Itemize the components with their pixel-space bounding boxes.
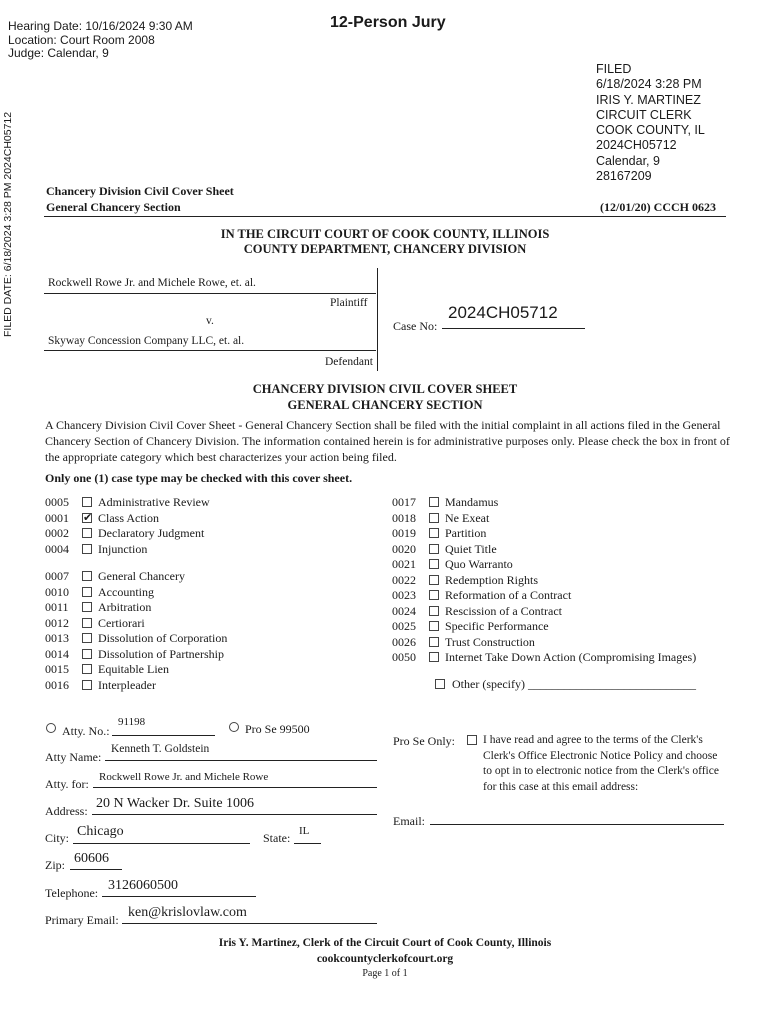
case-type-right-checkbox[interactable] [429, 652, 439, 662]
zip-value[interactable]: 60606 [74, 851, 109, 866]
case-type-right-code: 0017 [392, 495, 416, 509]
footer-website[interactable]: cookcountyclerkofcourt.org [316, 953, 454, 965]
caption-divider [377, 268, 378, 371]
other-specify-label: Other (specify) ____________________________ [452, 677, 696, 691]
case-type-left-code: 0011 [45, 600, 69, 614]
case-type-left-code: 0007 [45, 569, 69, 583]
case-type-left-label: Interpleader [98, 678, 156, 692]
case-type-left-checkbox[interactable] [82, 664, 92, 674]
case-type-left-code: 0010 [45, 585, 69, 599]
atty-name-line [105, 760, 377, 761]
pro-se-label: Pro Se 99500 [245, 722, 310, 736]
atty-no-label: Atty. No.: [62, 724, 110, 738]
plaintiff-line [44, 293, 376, 294]
city-label: City: [45, 831, 70, 845]
case-type-left-code: 0005 [45, 495, 69, 509]
zip-label: Zip: [45, 858, 65, 872]
atty-no-value[interactable]: 91198 [118, 716, 146, 728]
case-type-left-code: 0004 [45, 542, 69, 556]
case-type-left-checkbox[interactable] [82, 680, 92, 690]
case-type-left-label: Arbitration [98, 600, 152, 614]
case-type-left-checkbox[interactable] [82, 587, 92, 597]
pro-se-consent-checkbox[interactable] [467, 735, 477, 745]
case-type-left-checkbox[interactable] [82, 497, 92, 507]
check-mark-icon: ✔ [83, 511, 93, 524]
state-value[interactable]: IL [299, 825, 310, 837]
telephone-value[interactable]: 3126060500 [108, 878, 178, 893]
case-type-right-label: Mandamus [445, 495, 499, 509]
case-type-left-label: General Chancery [98, 569, 185, 583]
case-type-left-checkbox[interactable] [82, 602, 92, 612]
case-no-label: Case No: [393, 319, 438, 333]
pro-se-email-label: Email: [393, 814, 425, 828]
address-value[interactable]: 20 N Wacker Dr. Suite 1006 [96, 796, 255, 811]
case-type-right-checkbox[interactable] [429, 513, 439, 523]
defendant-name: Skyway Concession Company LLC, et. al. [48, 335, 245, 347]
case-type-left-label: Class Action [98, 511, 160, 525]
case-type-left-checkbox[interactable] [82, 618, 92, 628]
section-heading: CHANCERY DIVISION CIVIL COVER SHEET [252, 382, 518, 396]
case-type-left-label: Administrative Review [98, 495, 210, 509]
filed-stamp-line: 2024CH05712 [596, 138, 677, 153]
form-code: (12/01/20) CCCH 0623 [600, 200, 716, 214]
form-subtitle: General Chancery Section [46, 200, 181, 214]
case-type-right-label: Quo Warranto [445, 557, 513, 571]
state-line [294, 843, 321, 844]
case-type-right-checkbox[interactable] [429, 606, 439, 616]
case-type-left-label: Accounting [98, 585, 154, 599]
case-no-line [442, 328, 585, 329]
versus-label: v. [206, 315, 214, 327]
case-type-right-code: 0025 [392, 619, 416, 633]
case-type-left-label: Certiorari [98, 616, 145, 630]
pro-se-only-label: Pro Se Only: [393, 734, 456, 748]
filed-stamp [596, 62, 705, 184]
filed-stamp-line: COOK COUNTY, IL [596, 123, 705, 138]
case-type-left-code: 0013 [45, 631, 69, 645]
filed-stamp-line: IRIS Y. MARTINEZ [596, 92, 701, 107]
case-type-right-label: Internet Take Down Action (Compromising Images) [445, 650, 697, 664]
case-type-left-label: Declaratory Judgment [98, 526, 205, 540]
case-type-right-label: Specific Performance [445, 619, 549, 633]
filed-stamp-line: 28167209 [596, 169, 652, 184]
case-type-left-code: 0014 [45, 647, 69, 661]
case-type-right-checkbox[interactable] [429, 497, 439, 507]
case-type-right-label: Partition [445, 526, 487, 540]
plaintiff-label: Plaintiff [330, 297, 368, 309]
instructions-text: A Chancery Division Civil Cover Sheet - General Chancery Section shall be filed with the initial complaint in all actions filed in the General Chancery Section of Chancery Division. The information contained herein is for administrative purposes only. Please check the box in front of the appropriate category which best characterizes your action being filed. [45, 418, 730, 464]
pro-se-radio[interactable] [229, 722, 239, 732]
atty-name-label: Atty Name: [45, 750, 102, 764]
telephone-label: Telephone: [45, 886, 99, 900]
case-type-left-code: 0002 [45, 526, 69, 540]
hearing-date: Hearing Date: 10/16/2024 9:30 AM [8, 19, 193, 33]
filed-stamp-line: 6/18/2024 3:28 PM [596, 77, 702, 92]
address-label: Address: [45, 804, 88, 818]
atty-name-value[interactable]: Kenneth T. Goldstein [111, 743, 210, 755]
footer-page-number: Page 1 of 1 [362, 968, 408, 979]
hearing-judge: Judge: Calendar, 9 [8, 46, 109, 60]
city-line [73, 843, 250, 844]
case-type-left-code: 0001 [45, 511, 69, 525]
case-type-left-checkbox[interactable] [82, 513, 92, 523]
defendant-label: Defendant [325, 356, 373, 368]
primary-email-label: Primary Email: [45, 913, 119, 927]
case-type-left-label: Dissolution of Corporation [98, 631, 228, 645]
case-type-left-label: Dissolution of Partnership [98, 647, 224, 661]
case-type-left-checkbox[interactable] [82, 571, 92, 581]
case-type-right-checkbox[interactable] [429, 621, 439, 631]
form-title: Chancery Division Civil Cover Sheet [46, 184, 234, 198]
only-one-notice: Only one (1) case type may be checked with this cover sheet. [45, 471, 353, 485]
court-department: COUNTY DEPARTMENT, CHANCERY DIVISION [243, 242, 527, 256]
state-label: State: [263, 831, 291, 845]
case-type-left-checkbox[interactable] [82, 633, 92, 643]
case-type-right-code: 0019 [392, 526, 416, 540]
case-type-right-code: 0022 [392, 573, 416, 587]
jury-label: 12-Person Jury [330, 14, 446, 31]
section-subheading: GENERAL CHANCERY SECTION [287, 398, 483, 412]
case-type-right-checkbox[interactable] [429, 528, 439, 538]
case-type-right-checkbox[interactable] [429, 637, 439, 647]
case-type-right-checkbox[interactable] [429, 575, 439, 585]
telephone-line [102, 896, 256, 897]
atty-no-radio[interactable] [46, 723, 56, 733]
case-type-right-label: Rescission of a Contract [445, 604, 562, 618]
atty-for-line [93, 787, 377, 788]
plaintiff-name: Rockwell Rowe Jr. and Michele Rowe, et. al. [48, 277, 256, 289]
atty-for-value[interactable]: Rockwell Rowe Jr. and Michele Rowe [99, 771, 269, 783]
case-type-left-label: Equitable Lien [98, 662, 169, 676]
case-type-right-label: Ne Exeat [445, 511, 490, 525]
case-type-right-code: 0023 [392, 588, 416, 602]
case-type-right-code: 0021 [392, 557, 416, 571]
address-line [92, 814, 377, 815]
hearing-location: Location: Court Room 2008 [8, 33, 155, 47]
filed-stamp-line: Calendar, 9 [596, 153, 660, 168]
case-type-left-checkbox[interactable] [82, 649, 92, 659]
zip-line [70, 869, 122, 870]
case-type-left-code: 0016 [45, 678, 69, 692]
footer-clerk: Iris Y. Martinez, Clerk of the Circuit Court of Cook County, Illinois [218, 937, 552, 949]
case-type-right-label: Reformation of a Contract [445, 588, 572, 602]
case-type-right-code: 0020 [392, 542, 416, 556]
court-name: IN THE CIRCUIT COURT OF COOK COUNTY, ILLINOIS [220, 227, 550, 241]
case-number: 2024CH05712 [448, 303, 558, 322]
primary-email-line [122, 923, 377, 924]
case-type-right-label: Redemption Rights [445, 573, 538, 587]
case-type-right-checkbox[interactable] [429, 544, 439, 554]
defendant-line [44, 350, 376, 351]
case-type-left-code: 0015 [45, 662, 69, 676]
pro-se-consent-text: I have read and agree to the terms of the Clerk's Clerk's Office Electronic Notice Policy and choose to opt in to electronic notice from the Clerk's office for this case at this email address: [483, 734, 719, 793]
case-type-left-label: Injunction [98, 542, 148, 556]
case-type-right-label: Trust Construction [445, 635, 535, 649]
primary-email-value[interactable]: ken@krislovlaw.com [128, 905, 247, 920]
case-type-right-code: 0024 [392, 604, 416, 618]
case-type-right-code: 0050 [392, 650, 416, 664]
case-type-right-checkbox[interactable] [429, 559, 439, 569]
filed-stamp-line: FILED [596, 62, 632, 76]
atty-no-line [112, 735, 215, 736]
case-type-left-checkbox[interactable] [82, 544, 92, 554]
case-type-right-code: 0026 [392, 635, 416, 649]
side-filed-stamp: FILED DATE: 6/18/2024 3:28 PM 2024CH05712 [2, 111, 14, 337]
pro-se-email-line[interactable] [430, 824, 724, 825]
header-divider [44, 216, 726, 217]
case-type-left-code: 0012 [45, 616, 69, 630]
case-type-right-code: 0018 [392, 511, 416, 525]
atty-for-label: Atty. for: [45, 777, 89, 791]
other-specify-checkbox[interactable] [435, 679, 445, 689]
filed-stamp-line: CIRCUIT CLERK [596, 107, 692, 122]
case-type-left-checkbox[interactable] [82, 528, 92, 538]
city-value[interactable]: Chicago [77, 824, 124, 839]
case-type-right-label: Quiet Title [445, 542, 497, 556]
case-type-right-checkbox[interactable] [429, 590, 439, 600]
